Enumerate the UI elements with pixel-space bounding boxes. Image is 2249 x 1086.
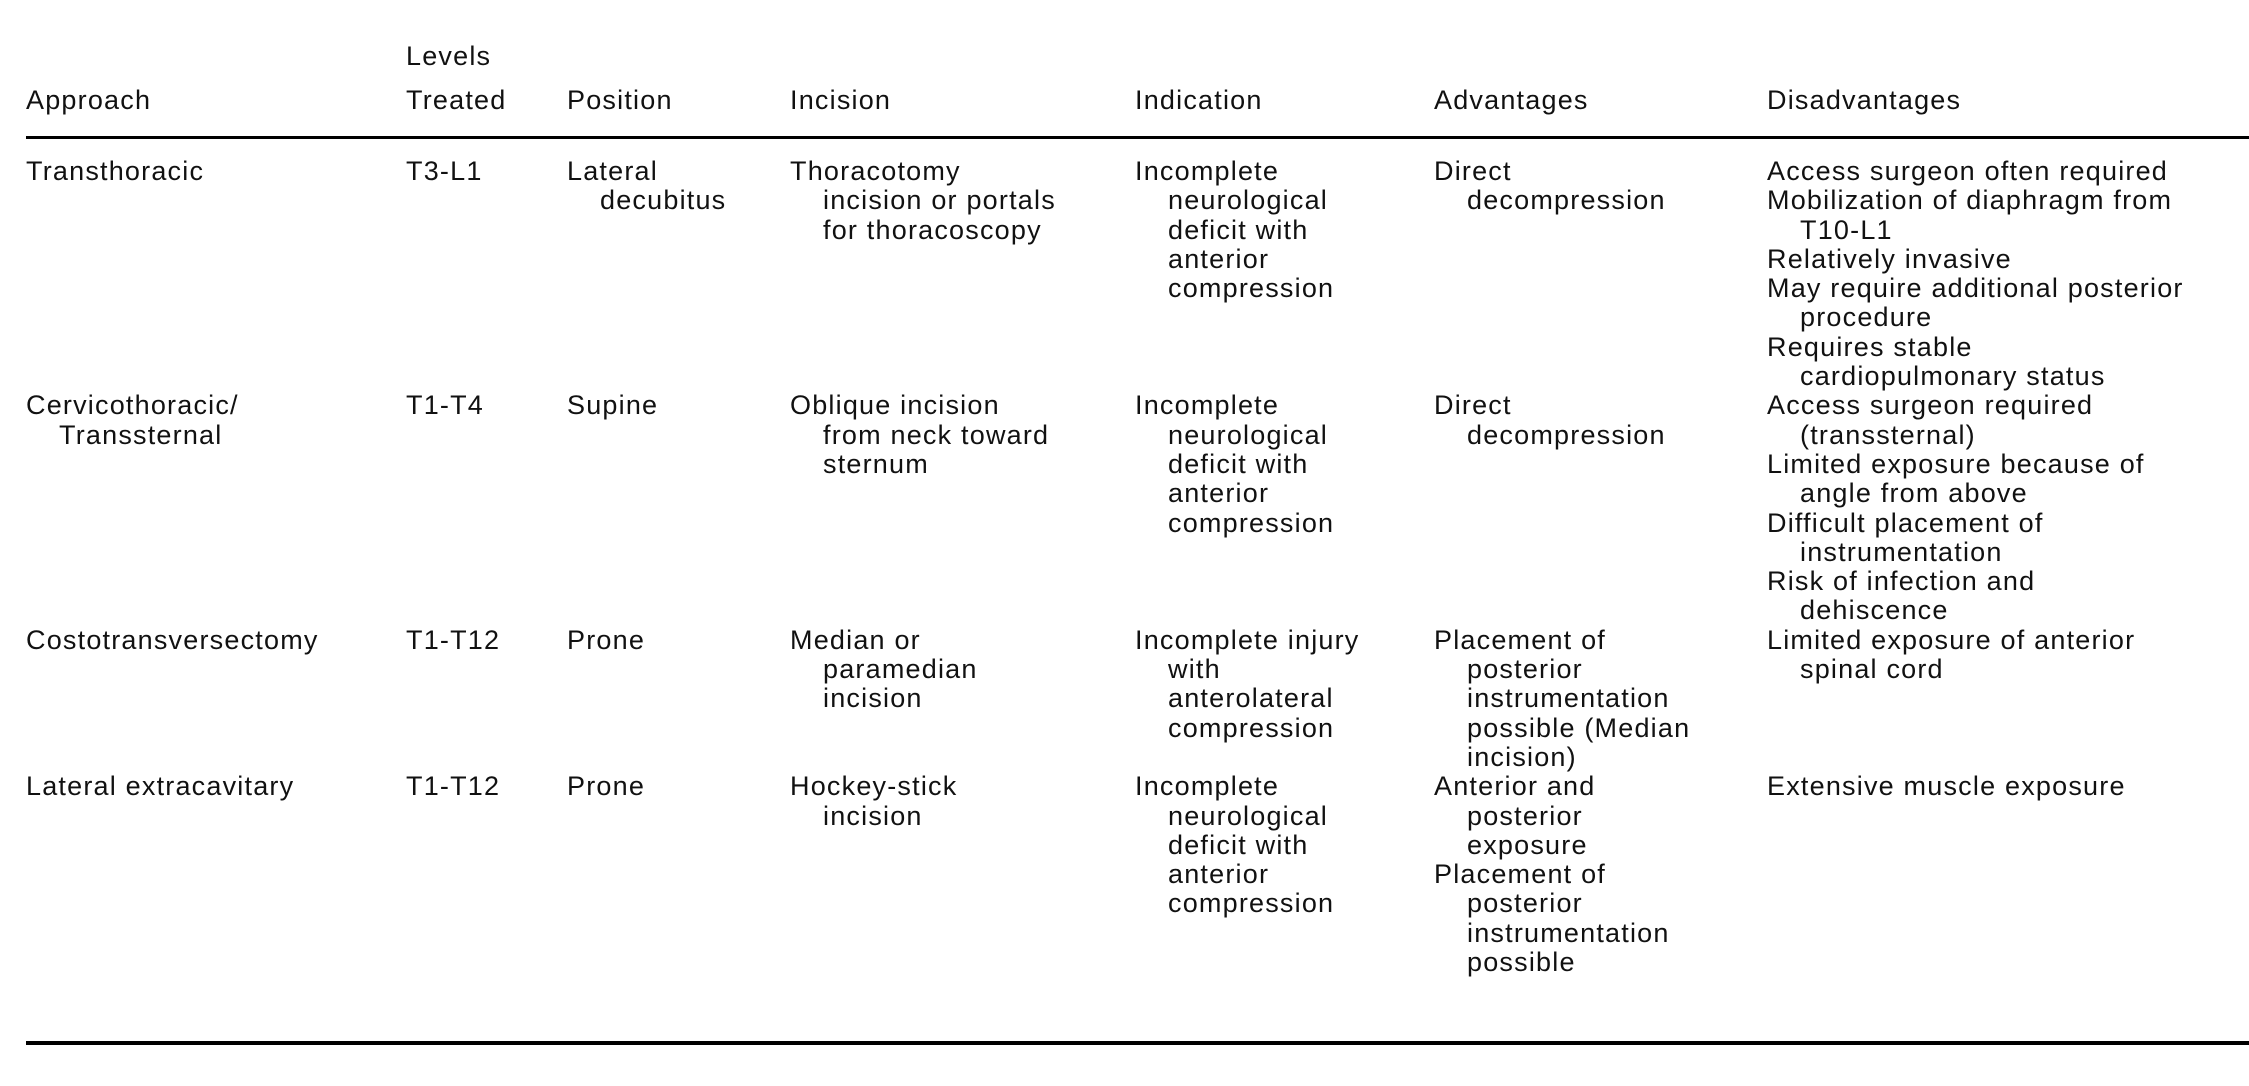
cell-entry bbox=[1434, 157, 1666, 216]
cell-text-line: Prone bbox=[567, 624, 646, 655]
cell-position bbox=[567, 391, 658, 420]
cell-entry bbox=[790, 157, 1056, 245]
cell-text-line: Thoracotomy bbox=[790, 156, 961, 186]
cell-text-line: Supine bbox=[567, 390, 659, 421]
cell-text-line: Direct bbox=[1434, 156, 1512, 186]
cell-text-line: Incomplete bbox=[1135, 771, 1280, 802]
cell-entry bbox=[406, 391, 484, 420]
cell-levels bbox=[406, 772, 500, 801]
cell-text-line: Lateral bbox=[567, 156, 658, 186]
cell-position bbox=[567, 157, 726, 216]
cell-position bbox=[567, 626, 645, 655]
cell-text-line: Placement of bbox=[1434, 859, 1606, 890]
cell-entry bbox=[1434, 860, 1670, 977]
cell-text-line: Transsternal bbox=[59, 419, 223, 450]
cell-position bbox=[567, 772, 645, 801]
cell-text-line: T1-T12 bbox=[406, 624, 501, 655]
cell-text-line: Prone bbox=[567, 771, 646, 802]
bottom-rule bbox=[26, 1041, 2249, 1045]
cell-indication bbox=[1135, 772, 1334, 918]
cell-text-line: Median or bbox=[790, 624, 921, 655]
cell-text-line: incision) bbox=[1467, 741, 1577, 772]
cell-text-line: (transsternal) bbox=[1800, 419, 1976, 450]
cell-text-line: deficit with bbox=[1168, 214, 1309, 245]
cell-entry bbox=[1434, 626, 1690, 772]
cell-entry bbox=[406, 157, 483, 186]
cell-entry bbox=[1434, 391, 1666, 450]
header-rule bbox=[26, 136, 2249, 139]
cell-approach bbox=[26, 626, 319, 655]
cell-disadvantages bbox=[1767, 626, 2135, 685]
cell-entry bbox=[1767, 245, 2184, 274]
cell-levels bbox=[406, 391, 484, 420]
cell-indication bbox=[1135, 626, 1360, 743]
cell-text-line: instrumentation bbox=[1800, 536, 2003, 567]
cell-entry bbox=[1767, 333, 2184, 392]
cell-text-line: neurological bbox=[1168, 419, 1328, 450]
cell-text-line: anterior bbox=[1168, 859, 1270, 890]
cell-text-line: Oblique incision bbox=[790, 390, 1000, 421]
cell-text-line: Difficult placement of bbox=[1767, 507, 2044, 538]
cell-text-line: Extensive muscle exposure bbox=[1767, 771, 2126, 802]
cell-entry bbox=[790, 772, 957, 831]
cell-text-line: Lateral extracavitary bbox=[26, 771, 295, 802]
cell-entry bbox=[567, 772, 645, 801]
cell-text-line: T1-T4 bbox=[406, 390, 485, 421]
cell-text-line: possible bbox=[1467, 947, 1576, 978]
cell-text-line: Hockey-stick bbox=[790, 771, 958, 802]
cell-levels bbox=[406, 157, 483, 186]
header-advantages: Advantages bbox=[1434, 85, 1589, 115]
cell-text-line: Incomplete bbox=[1135, 156, 1280, 186]
cell-entry bbox=[1434, 772, 1670, 860]
cell-text-line: anterolateral bbox=[1168, 683, 1334, 714]
cell-approach bbox=[26, 772, 294, 801]
cell-entry bbox=[1767, 450, 2145, 509]
header-levels-line2: Treated bbox=[406, 85, 507, 115]
cell-text-line: Limited exposure of anterior bbox=[1767, 624, 2136, 655]
cell-entry bbox=[1767, 509, 2145, 568]
cell-entry bbox=[1767, 567, 2145, 626]
cell-indication bbox=[1135, 391, 1334, 537]
cell-text-line: instrumentation bbox=[1467, 917, 1670, 948]
cell-entry bbox=[1135, 157, 1334, 303]
cell-entry bbox=[26, 157, 204, 186]
cell-text-line: decompression bbox=[1467, 419, 1666, 450]
cell-text-line: cardiopulmonary status bbox=[1800, 361, 2106, 392]
cell-advantages bbox=[1434, 772, 1670, 977]
cell-text-line: posterior bbox=[1467, 800, 1583, 831]
cell-entry bbox=[26, 626, 319, 655]
cell-text-line: neurological bbox=[1168, 800, 1328, 831]
cell-text-line: compression bbox=[1168, 712, 1335, 743]
cell-text-line: possible (Median bbox=[1467, 712, 1691, 743]
cell-text-line: Access surgeon required bbox=[1767, 390, 2094, 421]
cell-levels bbox=[406, 626, 500, 655]
cell-text-line: Mobilization of diaphragm from bbox=[1767, 185, 2173, 216]
cell-text-line: dehiscence bbox=[1800, 595, 1949, 626]
cell-text-line: from neck toward bbox=[823, 419, 1050, 450]
cell-disadvantages bbox=[1767, 157, 2184, 391]
cell-text-line: Risk of infection and bbox=[1767, 566, 2036, 597]
header-levels-line1: Levels bbox=[406, 41, 492, 71]
cell-text-line: incision or portals bbox=[823, 185, 1056, 216]
cell-text-line: incision bbox=[823, 683, 923, 714]
cell-text-line: neurological bbox=[1168, 185, 1328, 216]
header-indication: Indication bbox=[1135, 85, 1263, 115]
cell-text-line: paramedian bbox=[823, 654, 978, 685]
header-approach: Approach bbox=[26, 85, 152, 115]
cell-entry bbox=[1767, 626, 2135, 685]
cell-entry bbox=[790, 626, 978, 714]
cell-entry bbox=[567, 391, 658, 420]
cell-text-line: Incomplete injury bbox=[1135, 624, 1360, 655]
cell-text-line: T1-T12 bbox=[406, 771, 501, 802]
cell-text-line: Access surgeon often required bbox=[1767, 156, 2169, 186]
cell-text-line: incision bbox=[823, 800, 923, 831]
cell-entry bbox=[1767, 157, 2184, 186]
cell-entry bbox=[1135, 626, 1360, 743]
cell-text-line: posterior bbox=[1467, 888, 1583, 919]
cell-incision bbox=[790, 391, 1049, 479]
cell-incision bbox=[790, 626, 978, 714]
cell-text-line: compression bbox=[1168, 888, 1335, 919]
cell-text-line: decompression bbox=[1467, 185, 1666, 216]
header-position: Position bbox=[567, 85, 673, 115]
header-incision: Incision bbox=[790, 85, 892, 115]
cell-text-line: compression bbox=[1168, 507, 1335, 538]
cell-entry bbox=[406, 772, 500, 801]
cell-text-line: deficit with bbox=[1168, 829, 1309, 860]
cell-entry bbox=[567, 157, 726, 216]
cell-text-line: decubitus bbox=[600, 185, 727, 216]
cell-disadvantages bbox=[1767, 391, 2145, 625]
cell-text-line: exposure bbox=[1467, 829, 1588, 860]
header-disadvantages: Disadvantages bbox=[1767, 85, 1962, 115]
cell-entry bbox=[1767, 391, 2145, 450]
cell-approach bbox=[26, 391, 239, 450]
cell-entry bbox=[790, 391, 1049, 479]
cell-text-line: Transthoracic bbox=[26, 156, 205, 186]
cell-text-line: posterior bbox=[1467, 654, 1583, 685]
cell-text-line: Direct bbox=[1434, 390, 1512, 421]
cell-text-line: procedure bbox=[1800, 302, 1933, 333]
cell-text-line: Cervicothoracic/ bbox=[26, 390, 239, 421]
cell-incision bbox=[790, 772, 957, 831]
cell-text-line: sternum bbox=[823, 448, 929, 479]
cell-text-line: Requires stable bbox=[1767, 331, 1973, 362]
cell-entry bbox=[26, 391, 239, 450]
cell-text-line: with bbox=[1168, 654, 1221, 685]
cell-advantages bbox=[1434, 157, 1666, 216]
cell-entry bbox=[1135, 391, 1334, 537]
cell-approach bbox=[26, 157, 204, 186]
cell-text-line: for thoracoscopy bbox=[823, 214, 1042, 245]
cell-text-line: spinal cord bbox=[1800, 654, 1944, 685]
cell-text-line: compression bbox=[1168, 273, 1335, 304]
cell-disadvantages bbox=[1767, 772, 2126, 801]
cell-text-line: Relatively invasive bbox=[1767, 243, 2012, 274]
cell-entry bbox=[26, 772, 294, 801]
cell-text-line: Placement of bbox=[1434, 624, 1606, 655]
cell-text-line: Incomplete bbox=[1135, 390, 1280, 421]
cell-text-line: Costotransversectomy bbox=[26, 624, 319, 655]
cell-text-line: instrumentation bbox=[1467, 683, 1670, 714]
cell-advantages bbox=[1434, 391, 1666, 450]
cell-text-line: Limited exposure because of bbox=[1767, 448, 2145, 479]
cell-entry bbox=[1767, 274, 2184, 333]
cell-incision bbox=[790, 157, 1056, 245]
cell-text-line: anterior bbox=[1168, 243, 1270, 274]
cell-text-line: anterior bbox=[1168, 478, 1270, 509]
cell-advantages bbox=[1434, 626, 1690, 772]
cell-entry bbox=[406, 626, 500, 655]
cell-text-line: deficit with bbox=[1168, 448, 1309, 479]
cell-text-line: T10-L1 bbox=[1800, 214, 1893, 245]
cell-entry bbox=[567, 626, 645, 655]
cell-text-line: angle from above bbox=[1800, 478, 2028, 509]
cell-text-line: May require additional posterior bbox=[1767, 273, 2184, 304]
cell-entry bbox=[1767, 772, 2126, 801]
cell-entry bbox=[1767, 186, 2184, 245]
cell-text-line: Anterior and bbox=[1434, 771, 1596, 802]
cell-text-line: T3-L1 bbox=[406, 156, 483, 186]
cell-indication bbox=[1135, 157, 1334, 303]
cell-entry bbox=[1135, 772, 1334, 918]
